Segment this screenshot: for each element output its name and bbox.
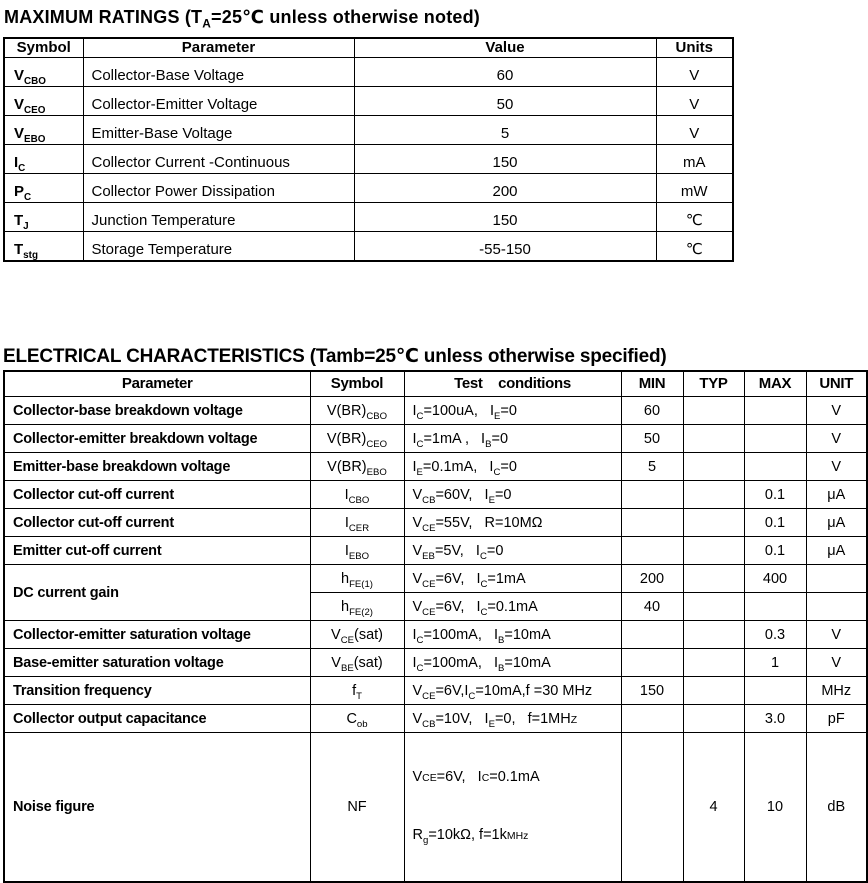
symbol-cell: $V_{EBO}$ [4, 116, 83, 145]
test-conditions-cell: $I_C=1mA$ , $I_B=0$ [404, 425, 621, 453]
min-cell [621, 649, 683, 677]
parameter-cell: Emitter-Base Voltage [83, 116, 354, 145]
parameter-cell: Junction Temperature [83, 203, 354, 232]
value-cell: 200 [354, 174, 656, 203]
table-row [4, 87, 733, 116]
symbol-cell: $V_{CEO}$ [4, 87, 83, 116]
unit-cell: μA [806, 537, 867, 565]
column-header-max: MAX [744, 371, 806, 397]
symbol-cell: $V_{CBO}$ [4, 58, 83, 87]
symbol-cell: $I_{EBO}$ [310, 537, 404, 565]
symbol-cell: $I_{CER}$ [310, 509, 404, 537]
table-row [4, 733, 867, 883]
symbol-cell: $h_{FE(1)}$ [310, 565, 404, 593]
table-row [4, 425, 867, 453]
parameter-cell: Collector-base breakdown voltage [4, 397, 310, 425]
table-row [4, 203, 733, 232]
units-cell: ℃ [656, 232, 733, 261]
value-cell: 150 [354, 203, 656, 232]
units-cell: V [656, 116, 733, 145]
symbol-cell: $P_C$ [4, 174, 83, 203]
typ-cell [683, 425, 744, 453]
table-row [4, 116, 733, 145]
table-row [4, 565, 867, 593]
parameter-cell: Noise figure [4, 733, 310, 883]
typ-cell [683, 509, 744, 537]
max-cell: 0.1 [744, 509, 806, 537]
max-cell [744, 425, 806, 453]
units-cell: mA [656, 145, 733, 174]
symbol-cell: $V_{CE}(sat)$ [310, 621, 404, 649]
table-row [4, 621, 867, 649]
typ-cell [683, 481, 744, 509]
symbol-cell: $V(BR)_{CBO}$ [310, 397, 404, 425]
max-cell: 1 [744, 649, 806, 677]
column-header-symbol: Symbol [4, 38, 83, 58]
symbol-cell: $I_C$ [4, 145, 83, 174]
column-header-min: MIN [621, 371, 683, 397]
table-row [4, 649, 867, 677]
typ-cell [683, 453, 744, 481]
symbol-cell: $h_{FE(2)}$ [310, 593, 404, 621]
typ-cell: 4 [683, 733, 744, 883]
electrical-characteristics-table [3, 370, 868, 883]
unit-cell [806, 565, 867, 593]
min-cell: 60 [621, 397, 683, 425]
typ-cell [683, 621, 744, 649]
max-cell: 10 [744, 733, 806, 883]
typ-cell [683, 649, 744, 677]
min-cell: 50 [621, 425, 683, 453]
table-row [4, 677, 867, 705]
parameter-cell: Collector-Emitter Voltage [83, 87, 354, 116]
table-row [4, 232, 733, 261]
parameter-cell: Collector-emitter saturation voltage [4, 621, 310, 649]
table-row [4, 537, 867, 565]
min-cell [621, 537, 683, 565]
typ-cell [683, 677, 744, 705]
max-cell: 0.1 [744, 481, 806, 509]
value-cell: -55-150 [354, 232, 656, 261]
test-conditions-cell: $I_C=100mA$, $I_B=10mA$ [404, 649, 621, 677]
parameter-cell: Collector output capacitance [4, 705, 310, 733]
parameter-cell: Collector-Base Voltage [83, 58, 354, 87]
max-ratings-title: MAXIMUM RATINGS ($T_A=25℃$ unless otherwise noted) [4, 6, 868, 28]
unit-cell: MHz [806, 677, 867, 705]
parameter-cell: Collector cut-off current [4, 509, 310, 537]
typ-cell [683, 565, 744, 593]
symbol-cell: $V(BR)_{EBO}$ [310, 453, 404, 481]
test-conditions-cell: $V_{CE}=55V$, R=10MΩ [404, 509, 621, 537]
parameter-cell: Collector cut-off current [4, 481, 310, 509]
max-cell: 3.0 [744, 705, 806, 733]
column-header-value: Value [354, 38, 656, 58]
column-header-parameter: Parameter [83, 38, 354, 58]
table-row [4, 145, 733, 174]
min-cell [621, 481, 683, 509]
test-conditions-line: VCE=6V, IC=0.1mA [413, 765, 621, 791]
unit-cell [806, 593, 867, 621]
table-row [4, 509, 867, 537]
min-cell: 5 [621, 453, 683, 481]
table-row [4, 58, 733, 87]
min-cell [621, 705, 683, 733]
test-conditions-cell: $V_{CE}=6V,I_C=10mA,f =30$ MHz [404, 677, 621, 705]
max-cell: 0.3 [744, 621, 806, 649]
test-conditions-cell [404, 733, 621, 883]
symbol-cell: $T_{stg}$ [4, 232, 83, 261]
max-ratings-table [3, 37, 734, 262]
column-header-typ: TYP [683, 371, 744, 397]
column-header-units: Units [656, 38, 733, 58]
test-conditions-cell: $I_C=100mA$, $I_B=10mA$ [404, 621, 621, 649]
typ-cell [683, 397, 744, 425]
column-header-parameter: Parameter [4, 371, 310, 397]
typ-cell [683, 537, 744, 565]
max-cell [744, 677, 806, 705]
typ-cell [683, 593, 744, 621]
max-cell: 0.1 [744, 537, 806, 565]
unit-cell: V [806, 453, 867, 481]
symbol-cell: $C_{ob}$ [310, 705, 404, 733]
test-conditions-cell: $I_C=100uA$, $I_E=0$ [404, 397, 621, 425]
test-conditions-cell: $V_{CE}=6V$, $I_C=0.1mA$ [404, 593, 621, 621]
table-header-row [4, 371, 867, 397]
test-conditions-line: $R_g=10k\Omega$, f=1kMHz [413, 823, 621, 849]
parameter-cell: Emitter cut-off current [4, 537, 310, 565]
min-cell [621, 509, 683, 537]
min-cell: 40 [621, 593, 683, 621]
table-row [4, 481, 867, 509]
value-cell: 150 [354, 145, 656, 174]
test-conditions-cell: $I_E=0.1mA$, $I_C=0$ [404, 453, 621, 481]
typ-cell [683, 705, 744, 733]
value-cell: 5 [354, 116, 656, 145]
column-header-test-conditions: Test conditions [404, 371, 621, 397]
test-conditions-cell: $V_{EB}=5V$, $I_C=0$ [404, 537, 621, 565]
symbol-cell: NF [310, 733, 404, 883]
max-cell: 400 [744, 565, 806, 593]
max-cell [744, 453, 806, 481]
max-cell [744, 397, 806, 425]
units-cell: V [656, 87, 733, 116]
parameter-cell: Storage Temperature [83, 232, 354, 261]
electrical-characteristics-title: ELECTRICAL CHARACTERISTICS (Tamb=25℃ unless otherwise specified) [3, 345, 868, 368]
test-conditions-cell: $V_{CB}=60V$, $I_E=0$ [404, 481, 621, 509]
parameter-cell: Transition frequency [4, 677, 310, 705]
parameter-cell: DC current gain [4, 565, 310, 621]
unit-cell: V [806, 649, 867, 677]
table-row [4, 397, 867, 425]
test-conditions-cell: $V_{CB}=10V$, $I_E=0$, f=1MHZ [404, 705, 621, 733]
units-cell: V [656, 58, 733, 87]
column-header-symbol: Symbol [310, 371, 404, 397]
unit-cell: V [806, 425, 867, 453]
table-row [4, 453, 867, 481]
unit-cell: V [806, 397, 867, 425]
parameter-cell: Base-emitter saturation voltage [4, 649, 310, 677]
max-cell [744, 593, 806, 621]
unit-cell: μA [806, 509, 867, 537]
table-header-row [4, 38, 733, 58]
table-row [4, 174, 733, 203]
parameter-cell: Collector-emitter breakdown voltage [4, 425, 310, 453]
unit-cell: dB [806, 733, 867, 883]
min-cell [621, 621, 683, 649]
min-cell: 200 [621, 565, 683, 593]
min-cell: 150 [621, 677, 683, 705]
unit-cell: pF [806, 705, 867, 733]
units-cell: ℃ [656, 203, 733, 232]
value-cell: 50 [354, 87, 656, 116]
table-row [4, 705, 867, 733]
parameter-cell: Collector Current -Continuous [83, 145, 354, 174]
parameter-cell: Emitter-base breakdown voltage [4, 453, 310, 481]
unit-cell: μA [806, 481, 867, 509]
units-cell: mW [656, 174, 733, 203]
symbol-cell: $I_{CBO}$ [310, 481, 404, 509]
symbol-cell: $T_J$ [4, 203, 83, 232]
test-conditions-cell: $V_{CE}=6V$, $I_C=1mA$ [404, 565, 621, 593]
column-header-unit: UNIT [806, 371, 867, 397]
min-cell [621, 733, 683, 883]
symbol-cell: $V(BR)_{CEO}$ [310, 425, 404, 453]
value-cell: 60 [354, 58, 656, 87]
unit-cell: V [806, 621, 867, 649]
parameter-cell: Collector Power Dissipation [83, 174, 354, 203]
symbol-cell: $f_T$ [310, 677, 404, 705]
symbol-cell: $V_{BE}(sat)$ [310, 649, 404, 677]
